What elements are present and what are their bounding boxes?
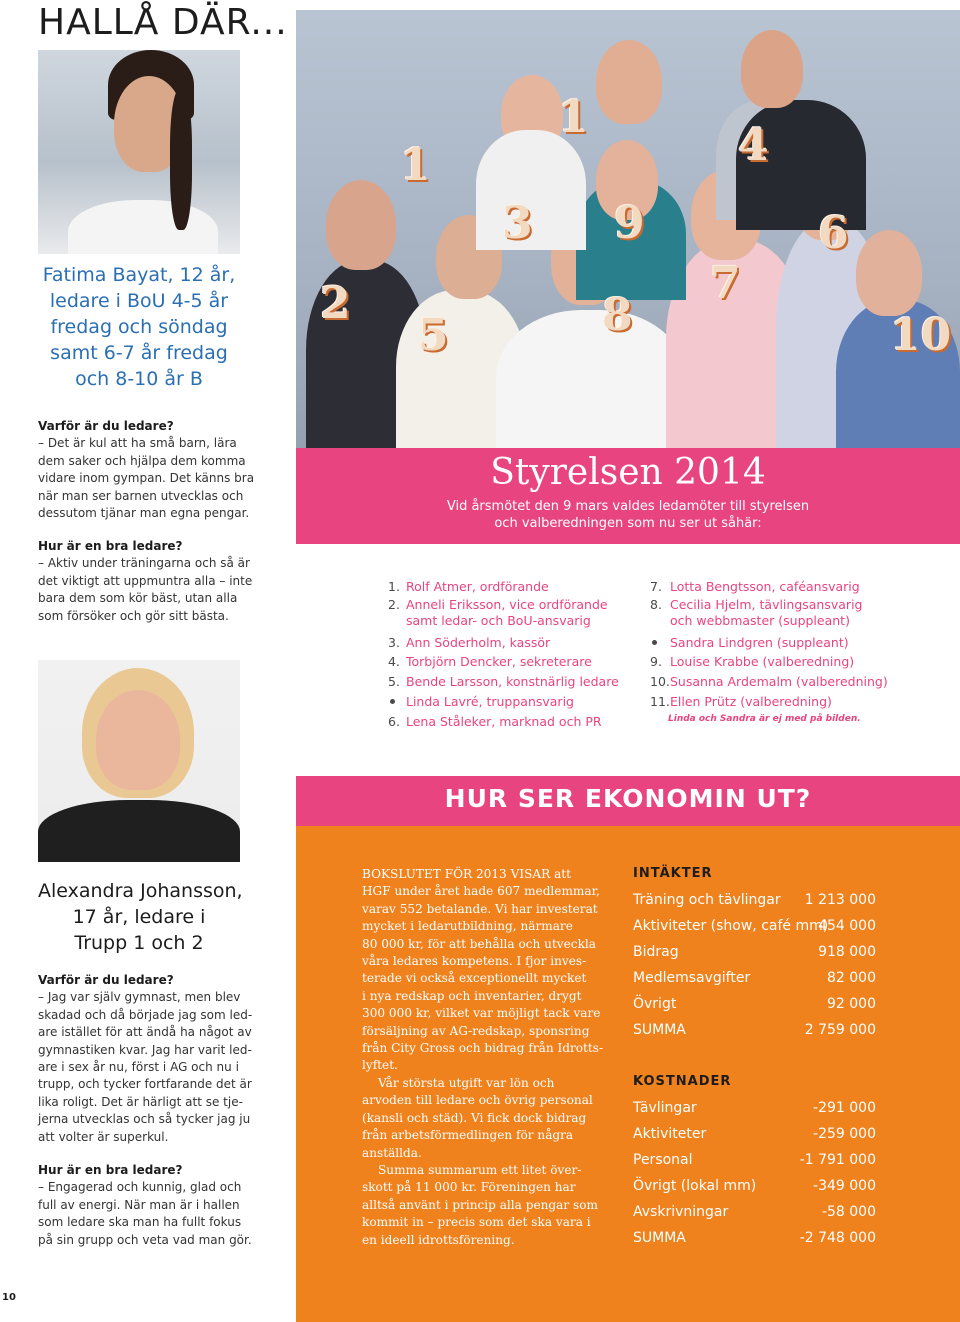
row-value: -1 791 000 <box>799 1152 876 1168</box>
board-member-number: 10. <box>650 674 670 690</box>
heading-line: och 8-10 år B <box>75 368 203 390</box>
board-member-number: 11. <box>650 693 670 709</box>
row-value: -58 000 <box>821 1204 876 1220</box>
board-member-number: 9. <box>650 654 662 670</box>
row-value: 454 000 <box>818 918 876 934</box>
photo-marker: 3 <box>502 198 533 249</box>
economy-text-line: våra ledares kompetens. I fjor inves- <box>362 954 587 969</box>
economy-title: HUR SER EKONOMIN UT? <box>444 784 812 813</box>
board-member-item <box>650 597 940 633</box>
heading-line: 17 år, ledare i <box>72 906 206 928</box>
answer-line: som ledare ska man ha fullt fokus <box>38 1215 242 1230</box>
fatima-name-heading <box>38 262 240 392</box>
row-value: 1 213 000 <box>804 892 876 908</box>
answer-line: are i sex år nu, först i AG och nu i <box>38 1060 239 1075</box>
answer-line: på sin grupp och veta vad man gör. <box>38 1232 252 1247</box>
fatima-portrait-photo <box>38 50 240 254</box>
cost-row <box>633 1178 876 1204</box>
alexandra-qa-good-leader <box>38 1162 252 1249</box>
board-member-item <box>650 577 940 597</box>
photo-marker: 8 <box>602 290 633 341</box>
answer-line: vidare inom gympan. Det känns bra <box>38 471 255 486</box>
question: Varför är du ledare? <box>38 973 174 987</box>
cost-row <box>633 1152 876 1178</box>
alexandra-name-heading <box>38 878 243 956</box>
alexandra-qa-why <box>38 972 253 1146</box>
board-member-item <box>650 652 940 672</box>
answer-line: när man ser barnen utvecklas och <box>38 488 244 503</box>
page-number: 10 <box>2 1292 16 1303</box>
row-value: -349 000 <box>813 1178 876 1194</box>
economy-text-line: 300 000 kr, vilket var möjligt tack vare <box>362 1006 601 1021</box>
answer-line: bara dem som kör bäst, utan alla <box>38 591 238 606</box>
board-member-number: 2. <box>388 596 400 612</box>
economy-text-line: från City Gross och bidrag från Idrotts- <box>362 1041 604 1056</box>
row-value: -2 748 000 <box>799 1230 876 1246</box>
row-label: Övrigt <box>633 996 677 1012</box>
row-value: 82 000 <box>827 970 876 986</box>
board-member-number: 8. <box>650 596 662 612</box>
board-member-text: Bende Larsson, konstnärlig ledare <box>406 674 619 690</box>
photo-marker: 10 <box>890 310 952 361</box>
board-member-number: 3. <box>388 634 400 650</box>
answer-line: lika roligt. Det är härligt att se tje- <box>38 1094 243 1109</box>
cost-row <box>633 1204 876 1230</box>
board-member-item <box>388 712 638 732</box>
alexandra-portrait-photo <box>38 660 240 862</box>
board-member-text: Ellen Prütz (valberedning) <box>670 693 832 709</box>
board-title: Styrelsen 2014 <box>490 452 766 493</box>
board-member-text: Linda Lavré, truppansvarig <box>406 693 574 709</box>
answer-line: dessutom tjänar man egna pengar. <box>38 506 250 521</box>
board-member-item <box>650 633 940 653</box>
heading-line: Fatima Bayat, 12 år, <box>42 264 236 286</box>
bullet-dot-icon <box>652 640 657 645</box>
board-member-text: Cecilia Hjelm, tävlingsansvarig <box>670 596 863 612</box>
economy-text-line: 80 000 kr, för att behålla och utveckla <box>362 936 596 951</box>
board-member-item <box>388 577 638 597</box>
bullet-dot-icon <box>390 699 395 704</box>
answer-line: full av energi. När man är i hallen <box>38 1197 240 1212</box>
economy-text-line: Vår största utgift var lön och <box>378 1075 555 1090</box>
board-subtitle-line: Vid årsmötet den 9 mars valdes ledamöter till styrelsen <box>446 499 810 514</box>
costs-heading: KOSTNADER <box>633 1074 732 1089</box>
answer-line: – Jag var själv gymnast, men blev <box>38 990 241 1005</box>
income-row <box>633 944 876 970</box>
photo-marker: 6 <box>818 208 849 259</box>
economy-text-line: BOKSLUTET FÖR 2013 VISAR att <box>362 867 572 881</box>
economy-text-line: anställda. <box>362 1145 422 1160</box>
board-member-item <box>650 672 940 692</box>
heading-line: samt 6-7 år fredag <box>50 342 228 364</box>
photo-marker: 1 <box>558 92 589 143</box>
row-label: Avskrivningar <box>633 1204 729 1220</box>
board-member-text: Lena Ståleker, marknad och PR <box>406 713 602 729</box>
row-label: Medlemsavgifter <box>633 970 751 986</box>
economy-text-line: kommit in – precis som det ska vara i <box>362 1215 591 1230</box>
photo-marker: 1 <box>400 140 431 191</box>
answer-line: dem saker och hjälpa dem komma <box>38 453 246 468</box>
row-label: SUMMA <box>633 1230 686 1246</box>
income-row <box>633 918 876 944</box>
board-member-number: 6. <box>388 713 400 729</box>
economy-text-line: Summa summarum ett litet över- <box>378 1162 582 1177</box>
board-member-text: Rolf Atmer, ordförande <box>406 579 549 594</box>
board-member-text: Louise Krabbe (valberedning) <box>670 654 855 670</box>
heading-line: Trupp 1 och 2 <box>74 932 204 954</box>
board-member-text: Susanna Ardemalm (valberedning) <box>670 674 888 690</box>
economy-text-line: en ideell idrottsförening. <box>362 1232 515 1247</box>
row-label: Personal <box>633 1152 693 1168</box>
answer-line: att volter är superkul. <box>38 1129 169 1144</box>
row-label: SUMMA <box>633 1022 686 1038</box>
board-subtitle-line: och valberedningen som nu ser ut såhär: <box>494 516 762 531</box>
answer-line: gymnastiken kvar. Jag har varit led- <box>38 1042 252 1057</box>
row-value: 918 000 <box>818 944 876 960</box>
photo-marker: 4 <box>738 120 769 171</box>
board-member-text: samt ledar- och BoU-ansvarig <box>406 612 591 628</box>
board-member-item <box>388 633 638 653</box>
board-member-text: Ann Söderholm, kassör <box>406 634 551 650</box>
board-member-number: 5. <box>388 674 400 690</box>
row-label: Träning och tävlingar <box>633 892 781 908</box>
income-row <box>633 1022 876 1048</box>
economy-text-line: HGF under året hade 607 medlemmar, <box>362 884 600 899</box>
income-row <box>633 996 876 1022</box>
income-table <box>633 892 876 1048</box>
row-value: 92 000 <box>827 996 876 1012</box>
page-title: HALLÅ DÄR... <box>38 2 288 43</box>
board-members-list-left <box>388 577 638 731</box>
photo-marker: 7 <box>710 258 741 309</box>
income-row <box>633 970 876 996</box>
board-member-text: Torbjörn Dencker, sekreterare <box>406 654 592 670</box>
board-member-item <box>388 692 638 712</box>
row-label: Övrigt (lokal mm) <box>633 1178 757 1194</box>
economy-text-line: lyftet. <box>362 1058 398 1073</box>
photo-marker: 5 <box>418 310 449 361</box>
photo-marker: 9 <box>614 198 645 249</box>
answer-line: trupp, och tycker fortfarande det är <box>38 1077 252 1092</box>
economy-text-line: varav 552 betalande. Vi har investerat <box>362 901 598 916</box>
answer-line: jerna utvecklas och så tycker jag ju <box>38 1112 251 1127</box>
answer-line: – Engagerad och kunnig, glad och <box>38 1180 242 1195</box>
answer-line: det viktigt att uppmuntra alla – inte <box>38 573 253 588</box>
economy-article <box>362 866 608 1249</box>
photo-marker: 2 <box>320 278 351 329</box>
board-note: Linda och Sandra är ej med på bilden. <box>668 714 861 724</box>
economy-text-line: mycket i ledarutbildning, närmare <box>362 919 573 934</box>
board-subtitle <box>296 498 960 532</box>
heading-line: Alexandra Johansson, <box>38 880 243 902</box>
board-members-list-right <box>650 577 940 712</box>
answer-line: are istället för att ändå ha något av <box>38 1025 252 1040</box>
board-member-text: och webbmaster (suppleant) <box>670 612 850 628</box>
question: Varför är du ledare? <box>38 419 174 433</box>
answer-line: – Aktiv under träningarna och så är <box>38 556 250 571</box>
income-row <box>633 892 876 918</box>
heading-line: fredag och söndag <box>50 316 228 338</box>
board-member-number: 1. <box>388 579 400 594</box>
board-member-number: 4. <box>388 654 400 670</box>
economy-text-line: skott på 11 000 kr. Föreningen har <box>362 1180 576 1195</box>
board-member-item <box>650 692 940 712</box>
row-label: Tävlingar <box>633 1100 697 1116</box>
economy-text-line: i nya redskap och inventarier, drygt <box>362 988 582 1003</box>
board-member-item <box>388 652 638 672</box>
row-label: Bidrag <box>633 944 679 960</box>
question: Hur är en bra ledare? <box>38 1163 183 1177</box>
question: Hur är en bra ledare? <box>38 539 183 553</box>
economy-text-line: (kansli och städ). Vi fick dock bidrag <box>362 1110 587 1125</box>
costs-table <box>633 1100 876 1256</box>
row-label: Aktiviteter (show, café mm) <box>633 918 829 934</box>
row-value: 2 759 000 <box>804 1022 876 1038</box>
board-member-text: Sandra Lindgren (suppleant) <box>670 634 849 650</box>
board-member-text: Anneli Eriksson, vice ordförande <box>406 596 608 612</box>
cost-row <box>633 1230 876 1256</box>
row-value: -259 000 <box>813 1126 876 1142</box>
fatima-qa-good-leader <box>38 538 253 625</box>
board-member-item <box>388 597 638 633</box>
row-label: Aktiviteter <box>633 1126 707 1142</box>
board-member-number: 7. <box>650 579 662 594</box>
answer-line: – Det är kul att ha små barn, lära <box>38 436 237 451</box>
income-heading: INTÄKTER <box>633 866 713 881</box>
answer-line: som försöker och gör sitt bästa. <box>38 608 229 623</box>
board-member-item <box>388 672 638 692</box>
economy-text-line: terade vi också exceptionellt mycket <box>362 971 587 986</box>
board-member-text: Lotta Bengtsson, caféansvarig <box>670 579 860 594</box>
row-value: -291 000 <box>813 1100 876 1116</box>
heading-line: ledare i BoU 4-5 år <box>49 290 229 312</box>
cost-row <box>633 1126 876 1152</box>
cost-row <box>633 1100 876 1126</box>
economy-text-line: från arbetsförmedlingen för några <box>362 1128 574 1143</box>
economy-text-line: arvoden till ledare och övrig personal <box>362 1093 593 1108</box>
economy-text-line: alltså använt i princip alla pengar som <box>362 1197 598 1212</box>
answer-line: skadad och då började jag som led- <box>38 1007 253 1022</box>
fatima-qa-why <box>38 418 255 522</box>
economy-text-line: försäljning av AG-redskap, sponsring <box>362 1023 590 1038</box>
